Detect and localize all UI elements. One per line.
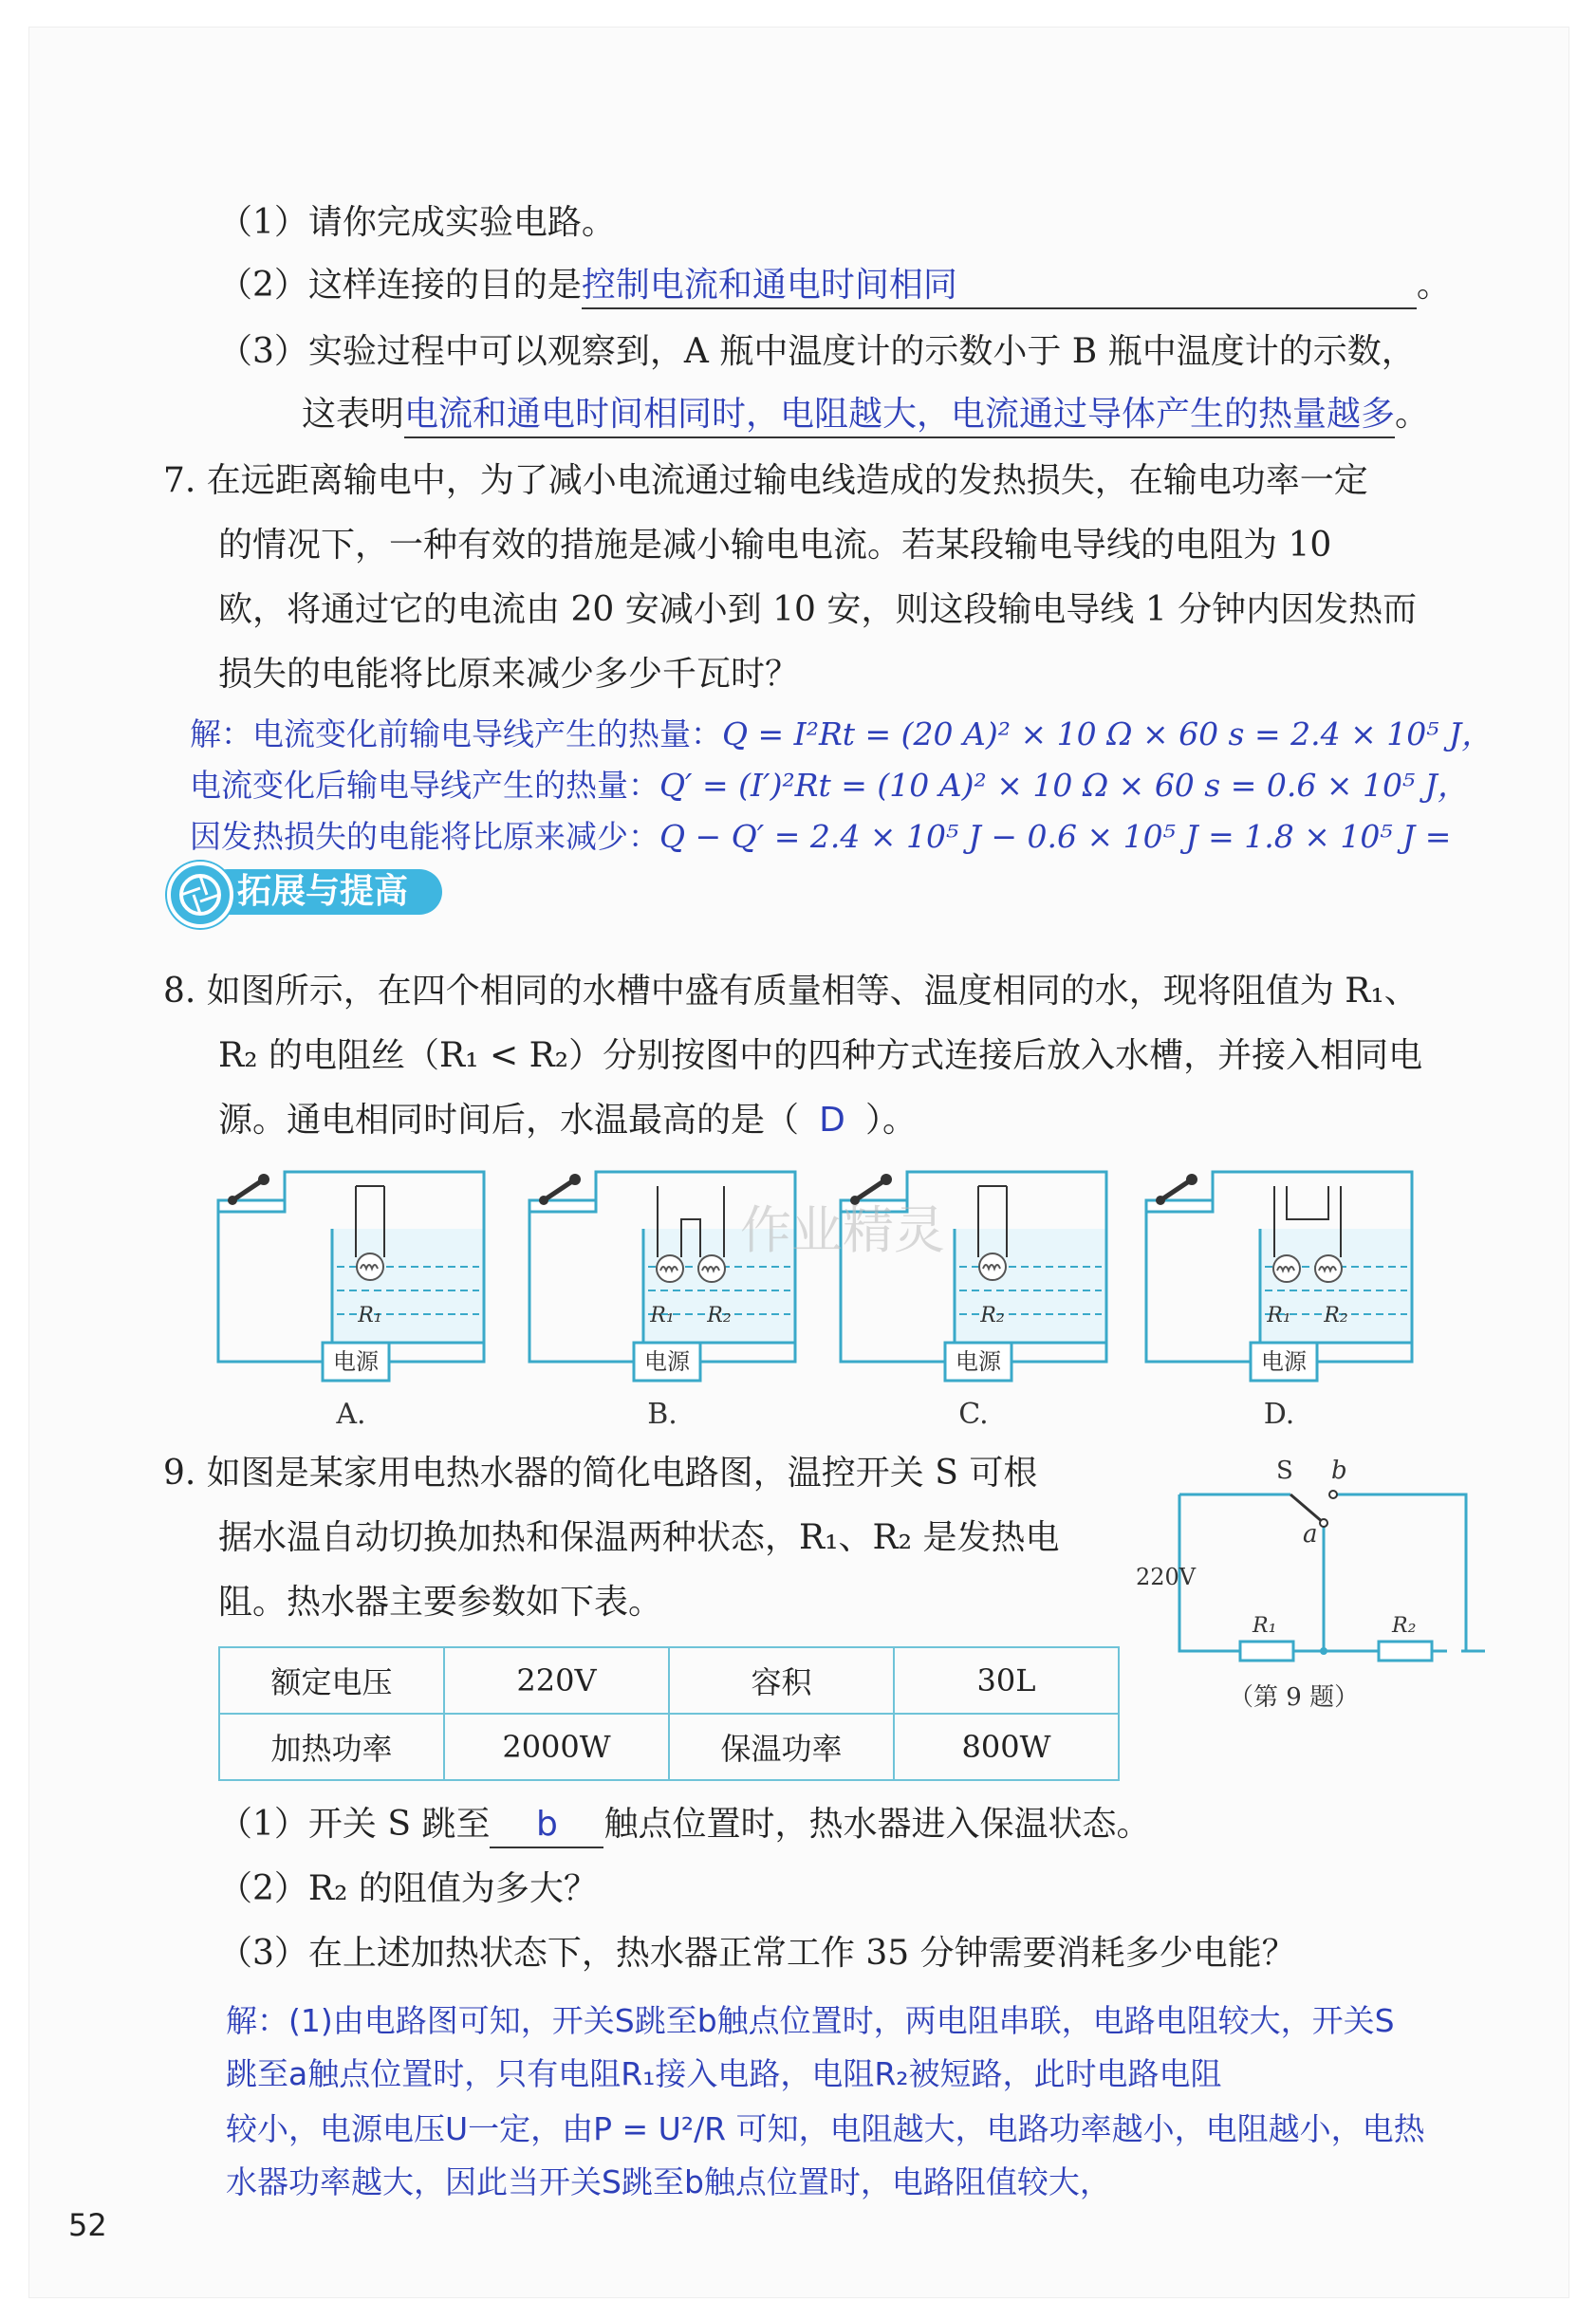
- q7-line2: 的情况下，一种有效的措施是减小输电电流。若某段输电导线的电阻为 10: [218, 526, 1332, 565]
- q9-part1-answer: b: [536, 1805, 558, 1844]
- figure-a-power: 电源: [333, 1348, 379, 1375]
- q8-line3-prefix: 源。通电相同时间后，水温最高的是（: [218, 1101, 800, 1140]
- table-cell: 额定电压: [219, 1647, 444, 1714]
- banner-title: 拓展与提高: [237, 872, 409, 911]
- q7-answer-line3: [190, 816, 1451, 858]
- figure-c-r2: R₂: [980, 1304, 1005, 1327]
- q8-figures: [209, 1162, 1433, 1447]
- q7-answer3-eq: Q − Q′ = 2.4 × 10⁵ J − 0.6 × 10⁵ J = 1.8 × 10⁵ J =: [659, 818, 1452, 855]
- figure-d-r2: R₂: [1324, 1304, 1348, 1327]
- q9-r2: R₂: [1392, 1614, 1417, 1638]
- q7-answer2-label: 电流变化后输电导线产生的热量：: [190, 767, 659, 804]
- q6-part3-answer: 电流和通电时间相同时，电阻越大，电流通过导体产生的热量越多: [404, 395, 1396, 434]
- q9-part3: （3）在上述加热状态下，热水器正常工作 35 分钟需要消耗多少电能？: [218, 1934, 1296, 1973]
- watermark: 作业精灵: [740, 1200, 945, 1260]
- q9-switch-label: S: [1276, 1457, 1293, 1485]
- figure-d-label: D.: [1263, 1398, 1295, 1431]
- q6-part2: [218, 264, 1451, 309]
- table-cell: 30L: [894, 1647, 1119, 1714]
- q9-contact-b: b: [1331, 1457, 1347, 1485]
- figure-d-power: 电源: [1261, 1348, 1307, 1375]
- q9-answer-line2: 跳至a触点位置时，只有电阻R₁接入电路，电阻R₂被短路，此时电路电阻: [226, 2055, 1222, 2092]
- q9-voltage: 220V: [1136, 1564, 1197, 1590]
- q9-line1: 9. 如图是某家用电热水器的简化电路图，温控开关 S 可根: [163, 1454, 1038, 1493]
- figure-a: [218, 1172, 484, 1431]
- q9-circuit: [1134, 1447, 1494, 1722]
- figure-d-r1: R₁: [1267, 1304, 1291, 1327]
- q7-line1: 7. 在远距离输电中，为了减小电流通过输电线造成的发热损失，在输电功率一定: [163, 461, 1368, 500]
- q7-answer3-label: 因发热损失的电能将比原来减少：: [190, 818, 659, 855]
- table-cell: 2000W: [444, 1714, 669, 1780]
- table-cell: 加热功率: [219, 1714, 444, 1780]
- aperture-icon: [167, 862, 233, 928]
- q9-answer-line3: 较小，电源电压U一定，由P = U²/R 可知，电阻越大，电路功率越小，电阻越小，电热: [226, 2110, 1425, 2147]
- q6-part2-prefix: （2）这样连接的目的是: [218, 266, 582, 305]
- figure-b-label: B.: [647, 1398, 677, 1431]
- q6-part3-suffix: 。: [1395, 395, 1430, 434]
- q9-line3: 阻。热水器主要参数如下表。: [218, 1583, 663, 1622]
- q6-part1: （1）请你完成实验电路。: [218, 203, 616, 242]
- q7-line4: 损失的电能将比原来减少多少千瓦时？: [218, 655, 800, 694]
- figure-a-r1: R₁: [358, 1304, 382, 1327]
- q7-line3: 欧，将通过它的电流由 20 安减小到 10 安，则这段输电导线 1 分钟内因发热而: [218, 590, 1418, 629]
- q9-answer-line1: 解：(1)由电路图可知，开关S跳至b触点位置时，两电阻串联，电路电阻较大，开关S: [226, 2002, 1395, 2039]
- figure-d: [1146, 1172, 1412, 1431]
- section-banner: [167, 862, 442, 920]
- q9-part1: [218, 1803, 1150, 1848]
- q7-answer-line1: [190, 714, 1493, 755]
- table-cell: 220V: [444, 1647, 669, 1714]
- page-number: 52: [68, 2207, 107, 2243]
- q7-answer1-label: 解：电流变化前输电导线产生的热量：: [190, 715, 722, 752]
- q9-caption: （第 9 题）: [1229, 1683, 1360, 1712]
- q9-part1-suffix: 触点位置时，热水器进入保温状态。: [603, 1805, 1151, 1844]
- figure-b-power: 电源: [644, 1348, 690, 1375]
- q8-line3: [218, 1099, 917, 1142]
- q9-param-table: [218, 1646, 1120, 1781]
- q8-line1: 8. 如图所示，在四个相同的水槽中盛有质量相等、温度相同的水，现将阻值为 R₁、: [163, 972, 1419, 1011]
- q7-answer2-eq: Q′ = (I′)²Rt = (10 A)² × 10 Ω × 60 s = 0.6 × 10⁵ J，: [659, 767, 1469, 804]
- q7-answer-line2: [190, 765, 1469, 807]
- figure-b-r1: R₁: [650, 1304, 675, 1327]
- table-row: [219, 1714, 1119, 1780]
- table-cell: 800W: [894, 1714, 1119, 1780]
- figure-a-label: A.: [336, 1398, 366, 1431]
- q6-part2-answer: 控制电流和通电时间相同: [581, 266, 957, 305]
- q9-part2: （2）R₂ 的阻值为多大？: [218, 1869, 598, 1908]
- q8-line3-suffix: ）。: [865, 1101, 918, 1140]
- q6-part3-prefix: 这表明: [302, 395, 405, 434]
- aperture-icon-svg: [171, 865, 230, 924]
- table-cell: 保温功率: [669, 1714, 894, 1780]
- q9-part1-prefix: （1）开关 S 跳至: [218, 1805, 491, 1844]
- q7-answer1-eq: Q = I²Rt = (20 A)² × 10 Ω × 60 s = 2.4 × 10⁵ J，: [722, 715, 1494, 752]
- figure-b-r2: R₂: [707, 1304, 732, 1327]
- figure-c-power: 电源: [956, 1348, 1001, 1375]
- q6-part2-suffix: 。: [1416, 266, 1451, 305]
- q8-answer: D: [819, 1101, 845, 1140]
- table-cell: 容积: [669, 1647, 894, 1714]
- q6-part3-line2: [302, 393, 1429, 438]
- q9-r1: R₁: [1253, 1614, 1277, 1638]
- q9-contact-a: a: [1303, 1520, 1318, 1549]
- figure-c-label: C.: [958, 1398, 989, 1431]
- q6-part3-line1: （3）实验过程中可以观察到，A 瓶中温度计的示数小于 B 瓶中温度计的示数，: [218, 332, 1416, 371]
- q8-line2: R₂ 的电阻丝（R₁ < R₂）分别按图中的四种方式连接后放入水槽，并接入相同电: [218, 1036, 1423, 1075]
- q9-line2: 据水温自动切换加热和保温两种状态，R₁、R₂ 是发热电: [218, 1518, 1060, 1557]
- q9-answer-line4: 水器功率越大，因此当开关S跳至b触点位置时，电路阻值较大，: [226, 2163, 1111, 2200]
- table-row: [219, 1647, 1119, 1714]
